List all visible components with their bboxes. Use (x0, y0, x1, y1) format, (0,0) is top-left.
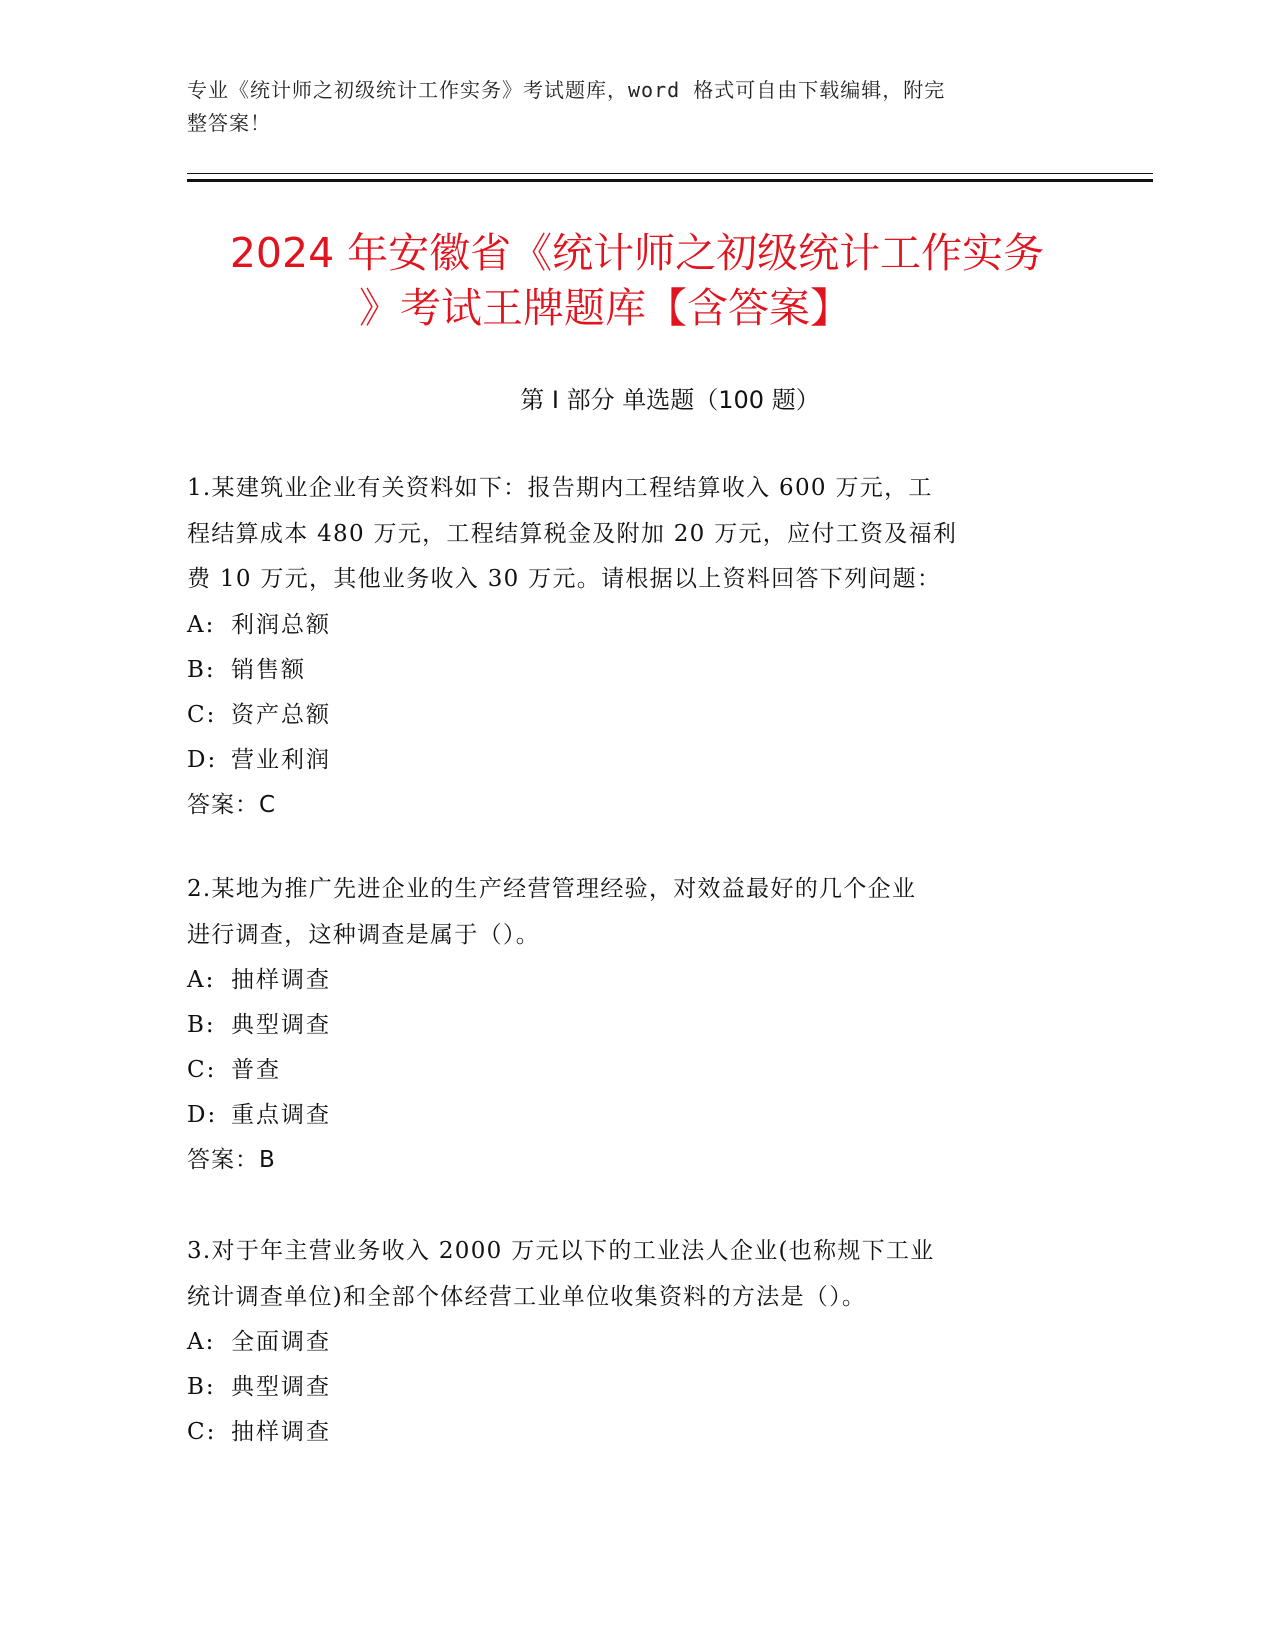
option-text: 资产总额 (231, 701, 331, 728)
option-text: 重点调查 (231, 1102, 331, 1128)
option-key: A: (187, 967, 216, 993)
option-key: A: (187, 1329, 216, 1355)
option-b (187, 1003, 1067, 1048)
document-title (187, 226, 1087, 336)
question-stem-line: 3.对于年主营业务收入 2000 万元以下的工业法人企业(也称规下工业 (187, 1238, 935, 1264)
option-b (187, 648, 1067, 693)
option-c (187, 1410, 1067, 1455)
question-stem-line: 1.某建筑业企业有关资料如下：报告期内工程结算收入 600 万元，工 (187, 475, 933, 501)
option-text: 销售额 (231, 656, 306, 683)
option-text: 抽样调查 (231, 1419, 331, 1445)
option-key: C: (187, 1419, 217, 1445)
option-c (187, 693, 1067, 738)
answer-label: 答案：B (187, 1147, 276, 1173)
option-key: A: (187, 611, 216, 638)
document-header-note (187, 74, 1067, 140)
question-stem-line: 统计调查单位)和全部个体经营工业单位收集资料的方法是（）。 (187, 1283, 867, 1310)
section-heading: 第 I 部分 单选题（100 题） (520, 386, 820, 414)
header-divider-thick (187, 179, 1153, 182)
option-b (187, 1365, 1067, 1410)
question-block (187, 466, 1067, 828)
option-d (187, 738, 1067, 783)
question-block (187, 867, 1067, 1183)
option-text: 营业利润 (231, 746, 331, 773)
option-key: B: (187, 1374, 216, 1400)
title-line-1: 2024 年安徽省《统计师之初级统计工作实务 (229, 229, 1045, 277)
option-key: C: (187, 1057, 217, 1083)
header-divider-thin (187, 173, 1153, 174)
question-block (187, 1229, 1067, 1455)
header-note-line: 专业《统计师之初级统计工作实务》考试题库，word 格式可自由下载编辑，附完 (187, 78, 946, 102)
question-stem-line: 程结算成本 480 万元，工程结算税金及附加 20 万元，应付工资及福利 (187, 520, 958, 547)
option-key: B: (187, 1012, 216, 1038)
option-text: 普查 (231, 1057, 281, 1083)
option-a (187, 1320, 1067, 1365)
option-key: D: (187, 746, 218, 773)
option-key: D: (187, 1102, 218, 1128)
question-stem-line: 2.某地为推广先进企业的生产经营管理经验，对效益最好的几个企业 (187, 876, 917, 902)
question-stem-line: 费 10 万元，其他业务收入 30 万元。请根据以上资料回答下列问题： (187, 566, 942, 592)
title-line-2: 》考试王牌题库【含答案】 (359, 284, 851, 332)
answer-label: 答案：C (187, 791, 277, 818)
option-key: B: (187, 656, 216, 683)
option-text: 抽样调查 (231, 967, 331, 993)
option-text: 典型调查 (231, 1374, 331, 1400)
option-d (187, 1093, 1067, 1138)
option-a (187, 603, 1067, 648)
option-key: C: (187, 701, 217, 728)
option-a (187, 958, 1067, 1003)
option-text: 利润总额 (231, 611, 331, 638)
header-note-line: 整答案！ (187, 111, 271, 135)
option-c (187, 1048, 1067, 1093)
question-stem-line: 进行调查，这种调查是属于（）。 (187, 921, 540, 948)
option-text: 典型调查 (231, 1012, 331, 1038)
option-text: 全面调查 (231, 1329, 331, 1355)
